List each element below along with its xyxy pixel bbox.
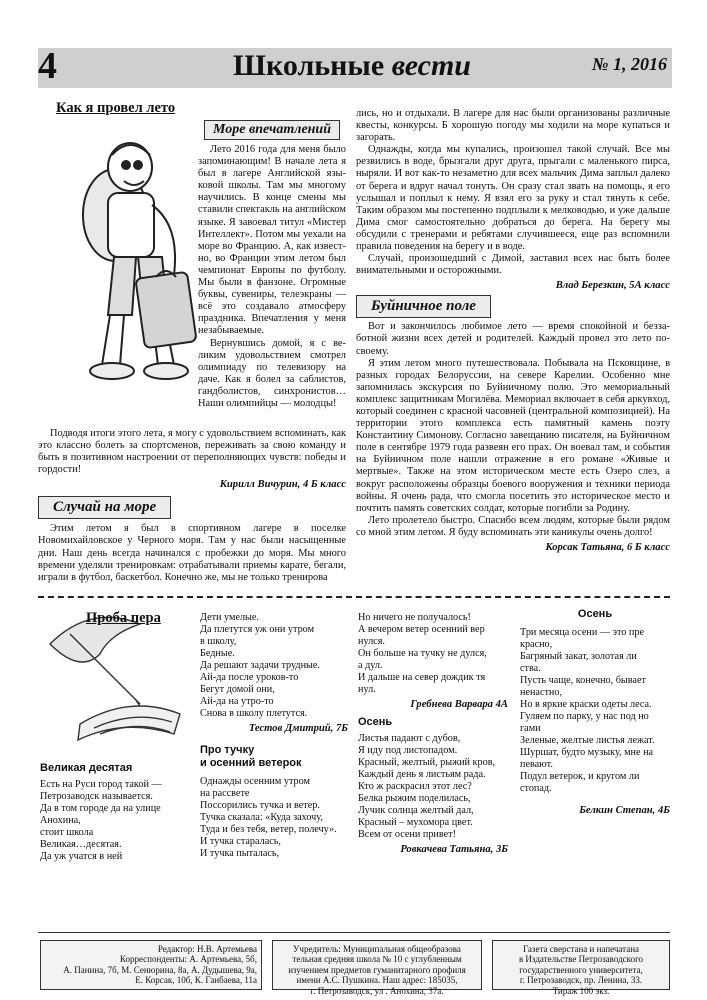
- hiker-illustration: [40, 125, 200, 395]
- poem-line: Каждый день я листьям рада.: [358, 769, 486, 780]
- poem-line: Туда и без тебя, ветер, полечу».: [200, 824, 337, 835]
- poem-line: гами: [520, 723, 541, 734]
- poem-lines: [200, 776, 348, 860]
- poem-line: И тучка пыталась,: [200, 848, 280, 859]
- poem-line: Ай-да после уроков-то: [200, 672, 299, 683]
- footer-divider: [38, 932, 670, 933]
- footer-line: имени А.С. Пушкина. Наш адрес: 185035,: [296, 975, 458, 986]
- poem-line: Кто ж раскрасил этот лес?: [358, 781, 472, 792]
- poem-line: Однажды осенним утром: [200, 776, 310, 787]
- poem-great-tenth-continued: [200, 612, 348, 860]
- poem-line: Да уж учатся в ней: [40, 851, 123, 862]
- poem-lines: [358, 733, 508, 841]
- poem-line: певают.: [520, 759, 553, 770]
- author-signature: Влад Березкин, 5А класс: [555, 280, 670, 292]
- poem-lines: [358, 612, 508, 696]
- author-signature: Корсак Татьяна, 6 Б класс: [545, 542, 670, 553]
- poem-autumn-2: [520, 604, 670, 816]
- poem-title: Великая десятая: [40, 762, 133, 774]
- poem-line: Белка рыжим поделилась,: [358, 793, 471, 804]
- poem-line: Красный, желтый, рыжий кров,: [358, 757, 496, 768]
- poem-great-tenth: [40, 762, 200, 863]
- author-signature: Гребнева Варвара 4А: [410, 699, 508, 710]
- footer-line: Учредитель: Муниципальная общеобразова: [293, 944, 461, 954]
- poem-line: стоит школа: [40, 827, 94, 838]
- masthead: [232, 44, 472, 88]
- footer-line: А. Панина, 7б, М. Сенюрина, 8а, А. Дудышева, 9а,: [63, 964, 257, 975]
- poem-lines: [200, 612, 348, 720]
- section-divider: [38, 596, 670, 598]
- poem-line: Но в яркие краски одеты леса.: [520, 699, 652, 710]
- poem-line: Анохина,: [40, 815, 81, 826]
- paragraph: Вернувшись домой, я с великим удовольствием смотрел олимпиаду по телевизору на даче. Как я болел за саблистов, гандболистов, синхронистов… Наши олимпийцы — молодцы!: [198, 337, 346, 409]
- poem-line: Петрозаводск называется.: [40, 791, 153, 802]
- subhead-sea-impressions: Море впечатлений: [204, 120, 340, 140]
- poem-line: ства.: [520, 663, 541, 674]
- poem-line: Гуляем по парку, у нас под но: [520, 711, 649, 722]
- poem-line: И тучка старалась,: [200, 836, 281, 847]
- paragraph: Лето пролетело быстро. Спасибо всем людям, которые были рядом со мной этим летом. Я буду вспоминать эти каникулы очень долго!: [356, 514, 670, 538]
- author-signature: Кирилл Вичурин, 4 Б класс: [219, 479, 346, 491]
- poem-line: нулся.: [358, 636, 385, 647]
- footer-publisher: [272, 940, 482, 996]
- issue-number: № 1, 2016: [592, 54, 667, 74]
- poem-line: А вечером ветер осенний вер: [358, 624, 485, 635]
- footer-line: государственного университета,: [519, 964, 643, 975]
- footer-printing: [492, 940, 670, 996]
- footer-line: Е. Корсак, 10б, К. Ганбаева, 11а: [135, 975, 257, 986]
- poem-line: нул.: [358, 684, 376, 695]
- paragraph: Этим летом я был в спортивном лагере в поселке Новомихайловское у Черного моря. Там у нас были насыщенные дни. Наш день всегда начинался с пробежки до моря. Мы много времени уделяли тренировкам: отрабатывали приемы карате, бегали, играли в футбол, баскетбол. Конечно же, мы не только тренирова: [38, 523, 346, 583]
- poem-title: Осень: [358, 716, 393, 728]
- section-heading: Как я провел лето: [56, 100, 176, 116]
- paragraph: Вот и закончилось любимое лето — время спокойной и беззаботной жизни всех детей и родителей. Каждый провел это лето по-своему.: [356, 321, 670, 357]
- poem-line: Великая…десятая.: [40, 839, 122, 850]
- author-signature: Белкин Степан, 4Б: [579, 805, 670, 816]
- poem-line: в школу,: [200, 636, 237, 647]
- poem-line: красно,: [520, 639, 553, 650]
- footer-editorial: [40, 940, 262, 990]
- proba-heading: Проба пера: [86, 610, 161, 626]
- paragraph: Случай, произошедший с Димой, заставил всех нас быть более внимательными и осторожными.: [356, 253, 670, 277]
- paragraph: Подводя итоги этого лета, я могу с удовольствием вспоминать, как это классно болеть за спортсменов, переживать за свою команду и быть в позитивном настроении от переполняющих чувств: победы и гордости!: [38, 428, 346, 476]
- poem-line: Бедные.: [200, 648, 235, 659]
- poem-line: Есть на Руси город такой —: [40, 779, 162, 790]
- poem-line: а дул.: [358, 660, 383, 671]
- poem-line: Да в том городе да на улице: [40, 803, 161, 814]
- masthead-part-a: Школьные: [233, 49, 385, 82]
- poem-line: Три месяца осени — это пре: [520, 627, 644, 638]
- footer-line: в Издательстве Петрозаводского: [518, 954, 644, 965]
- poem-line: Поссорились тучка и ветер.: [200, 800, 320, 811]
- poem-line: стопад.: [520, 783, 552, 794]
- poem-lines: [40, 779, 200, 863]
- paragraph: Однажды, когда мы купались, произошел такой случай. Все мы резвились в воде, брызгали друг друга, прыгали с маленького пирса, ныряли. И вот как-то незаметно для всех мальчик Дима заплыл далеко от берега и вдруг начал тонуть. Он сразу стал звать на помощь, я его услышал и поплыл к нему. Я взял его за руку и стал тянуть к себе. Таким образом мы постепенно подплыли к мелководью, и уже дальше Дима смог самостоятельно добраться до берега. На берегу мы обсудили с тренерами и ребятами случившееся, еще раз вспомнили правила поведения на берегу и в воде.: [356, 144, 670, 253]
- poem-line: Он больше на тучку не дулся,: [358, 648, 487, 659]
- footer-line: Тираж 100 экз.: [552, 985, 610, 996]
- poem-line: Листья падают с дубов,: [358, 733, 461, 744]
- poem-line: Пусть чаще, конечно, бывает: [520, 675, 646, 686]
- poem-line: на рассвете: [200, 788, 250, 799]
- page-number: 4: [38, 45, 57, 87]
- poem-cloud-continued: [358, 612, 508, 855]
- poem-title: и осенний ветерок: [200, 757, 302, 769]
- poem-line: Подул ветерок, и кругом ли: [520, 771, 640, 782]
- poem-line: Дети умелые.: [200, 612, 259, 623]
- author-signature: Ровкачева Татьяна, 3Б: [400, 844, 508, 855]
- poem-line: Зеленые, желтые листья лежат.: [520, 735, 655, 746]
- poem-line: Ай-да на утро-то: [200, 696, 274, 707]
- footer-line: Газета сверстана и напечатана: [522, 944, 640, 954]
- poem-line: И дальше на север дождик тя: [358, 672, 486, 683]
- footer-line: г. Петрозаводск, ул . Анохина, 37а.: [310, 985, 444, 996]
- subhead-incident: Случай на море: [38, 496, 171, 519]
- poem-line: Красный – мухомора цвет.: [358, 817, 473, 828]
- poem-line: Я иду под листопадом.: [358, 745, 458, 756]
- masthead-part-b: вести: [391, 49, 471, 82]
- poem-line: Всем от осени привет!: [358, 829, 456, 840]
- poem-line: Багряный закат, золотая ли: [520, 651, 637, 662]
- poem-line: Но ничего не получалось!: [358, 612, 471, 623]
- paragraph: Я этим летом много путешествовала. Побывала на Псковщине, в разных городах Белоруссии, на севере Карелии. Особенно мне запомнилась экскурсия по Буйничному полю. Это мемориальный комплекс защитникам Могилёва. Мемориал включает в себя аркувход, который соединен с красной часовней (центральной композицией). На территории этого комплекса есть памятный камень поэту Константину Симонову. Согласно завещанию писателя, на Буйничном поле в сентябре 1979 года развеян его прах. Он воевал там, и события на Буйничном поле нашли отражение в его романе «Живые и мертвые». Также на этом историческом месте есть Озеро слез, а вокруг расположены образцы боевого вооружения и техники периода войны. Я очень рада, что смогла посетить это историческое место и почтить память советских солдат, которые погибли за Родину.: [356, 357, 670, 514]
- paragraph: лись, но и отдыхали. В лагере для нас были организованы различные квесты, конкурсы. Б хорошую погоду мы ходили на море купаться и загорать.: [356, 108, 670, 144]
- poem-line: Снова в школу плетутся.: [200, 708, 308, 719]
- footer-line: Редактор: Н.В. Артемьева: [157, 944, 257, 954]
- author-signature: Тестов Дмитрий, 7Б: [248, 723, 348, 734]
- poem-line: ненастно,: [520, 687, 563, 698]
- footer-line: тельная средняя школа № 10 с углубленным: [292, 954, 462, 965]
- poem-title: Про тучку: [200, 744, 255, 756]
- article-conclusion: [38, 428, 346, 584]
- poem-line: Шуршат, будто музыку, мне на: [520, 747, 654, 758]
- subhead-buynichnoe: Буйничное поле: [356, 295, 491, 318]
- poem-lines: [520, 627, 670, 795]
- article-right-column: [356, 108, 670, 553]
- poem-title: Осень: [577, 608, 613, 620]
- footer-line: г. Петрозаводск, пр. Ленина, 33.: [519, 975, 643, 986]
- paragraph: Лето 2016 года для меня было запоминающим! В начале лета я был в лагере Английской языковой школы. Там мы многому научились. В конце смены мы ставили спектакль на английском языке. Я завоевал титул «Мистер Интеллект». Потом мы уехали на море во Францию. А, как известно, во Франции этим летом был чемпионат Европы по футболу. Мы были в фанзоне. Огромные буквы, сувениры, телеэкраны — всё это создавало атмосферу праздника. Впечатления у меня незабываемые.: [198, 144, 346, 337]
- footer-line: изучением предметов гуманитарного профиля: [288, 964, 466, 975]
- footer-line: Корреспонденты: А. Артемьева, 5б,: [119, 954, 257, 965]
- poem-line: Да плетутся уж они утром: [200, 624, 315, 635]
- poem-line: Тучка сказала: «Куда захочу,: [200, 812, 323, 823]
- poem-line: Лучик солнца желтый дал,: [358, 805, 474, 816]
- poem-line: Да решают задачи трудные.: [200, 660, 320, 671]
- article-sea-impressions: [198, 120, 346, 410]
- poem-line: Бегут домой они,: [200, 684, 275, 695]
